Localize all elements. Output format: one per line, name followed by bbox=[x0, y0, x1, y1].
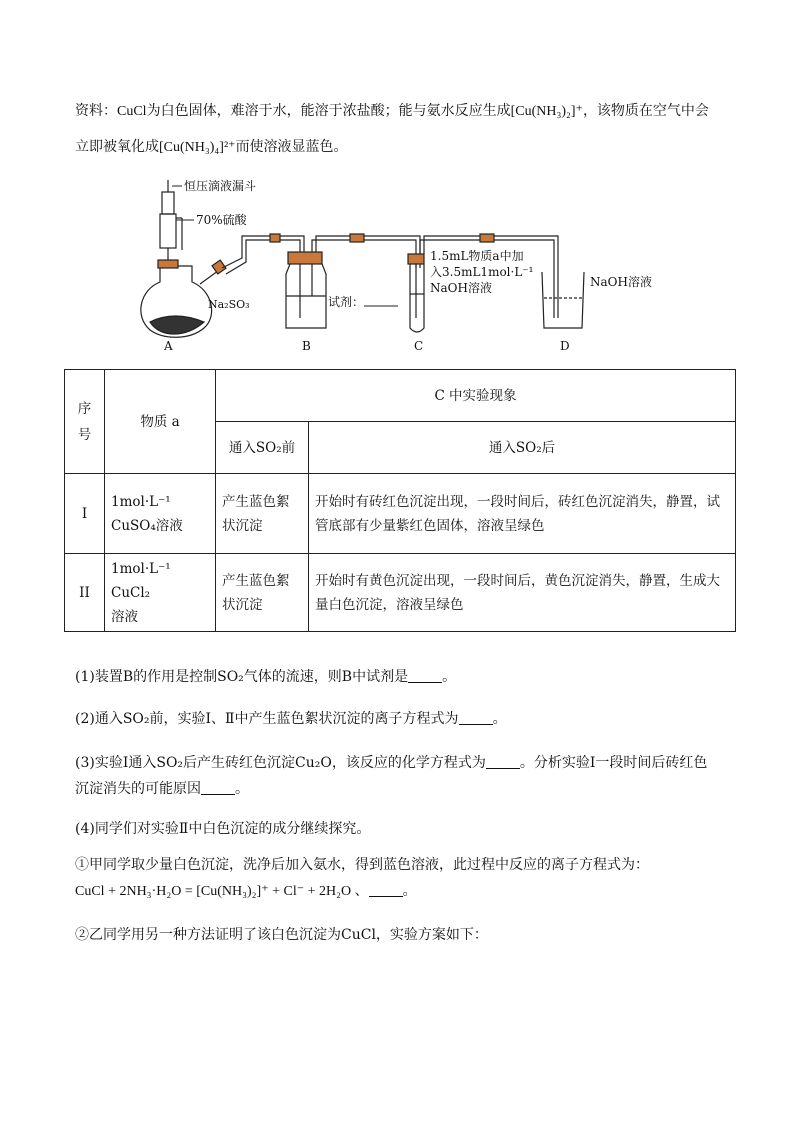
letter-c: C bbox=[414, 339, 424, 353]
bottle-b-stopper bbox=[288, 252, 322, 264]
row-seq: I bbox=[65, 474, 105, 554]
answer-blank[interactable] bbox=[369, 882, 403, 897]
label-funnel: 恒压滴液漏斗 bbox=[184, 179, 257, 193]
row-before: 产生蓝色絮状沉淀 bbox=[216, 474, 309, 554]
question-4: (4)同学们对实验Ⅱ中白色沉淀的成分继续探究。 bbox=[75, 821, 371, 837]
intro-paragraph: 资料：CuCl为白色固体，难溶于水，能溶于浓盐酸；能与氨水反应生成[Cu(NH₃)₂]⁺，该物质在空气中会 bbox=[75, 103, 709, 119]
label-acid: 70%硫酸 bbox=[196, 213, 247, 227]
label-sodium-sulfite: Na₂SO₃ bbox=[208, 298, 250, 311]
funnel-body bbox=[160, 214, 176, 248]
table-row bbox=[65, 554, 736, 632]
answer-blank[interactable] bbox=[408, 668, 442, 683]
intro-paragraph-line2: 立即被氧化成[Cu(NH₃)₄]²⁺而使溶液显蓝色。 bbox=[75, 139, 348, 155]
apparatus-diagram bbox=[120, 178, 652, 356]
sodium-sulfite-solid bbox=[150, 316, 204, 334]
label-c-line2: 入3.5mL1mol·L⁻¹ bbox=[430, 265, 534, 279]
header-c-phenomena: C 中实验现象 bbox=[216, 370, 736, 422]
letter-b: B bbox=[302, 339, 311, 353]
answer-blank[interactable] bbox=[201, 780, 235, 795]
label-reagent: 试剂： bbox=[328, 295, 365, 309]
tube-connector-bc bbox=[350, 234, 364, 242]
label-d: NaOH溶液 bbox=[590, 275, 652, 289]
header-seq: 序号 bbox=[65, 370, 105, 474]
tube-connector-cd bbox=[480, 234, 494, 242]
row-seq: II bbox=[65, 554, 105, 632]
experiment-table bbox=[64, 369, 736, 632]
question-2: (2)通入SO₂前，实验Ⅰ、Ⅱ中产生蓝色絮状沉淀的离子方程式为 。 bbox=[75, 711, 507, 727]
row-after: 开始时有黄色沉淀出现，一段时间后，黄色沉淀消失，静置，生成大量白色沉淀，溶液呈绿色 bbox=[309, 554, 736, 632]
row-substance: 1mol·L⁻¹ CuCl₂ 溶液 bbox=[105, 554, 216, 632]
letter-d: D bbox=[560, 339, 570, 353]
row-substance: 1mol·L⁻¹ CuSO₄溶液 bbox=[105, 474, 216, 554]
test-tube-c bbox=[410, 264, 424, 332]
tube-connector-ab bbox=[270, 234, 280, 242]
question-1: (1)装置B的作用是控制SO₂气体的流速，则B中试剂是 。 bbox=[75, 669, 457, 685]
flask-stopper bbox=[158, 260, 178, 268]
header-after-so2: 通入SO₂后 bbox=[309, 422, 736, 474]
funnel-body-top bbox=[162, 192, 174, 214]
label-c-line3: NaOH溶液 bbox=[430, 281, 492, 295]
answer-blank[interactable] bbox=[459, 710, 493, 725]
answer-blank[interactable] bbox=[486, 754, 520, 769]
question-4b: ②乙同学用另一种方法证明了该白色沉淀为CuCl，实验方案如下： bbox=[75, 927, 488, 943]
label-c-line1: 1.5mL物质a中加 bbox=[430, 249, 524, 263]
question-3: (3)实验Ⅰ通入SO₂后产生砖红色沉淀Cu₂O，该反应的化学方程式为 。分析实验Ⅰ一段时间后砖红色 沉淀消失的可能原因 。 bbox=[75, 755, 708, 797]
row-before: 产生蓝色絮状沉淀 bbox=[216, 554, 309, 632]
header-before-so2: 通入SO₂前 bbox=[216, 422, 309, 474]
tube-c-stopper bbox=[408, 254, 424, 264]
row-after: 开始时有砖红色沉淀出现，一段时间后，砖红色沉淀消失，静置，试管底部有少量紫红色固体，溶液呈绿色 bbox=[309, 474, 736, 554]
beaker-d bbox=[542, 272, 584, 328]
table-row bbox=[65, 474, 736, 554]
question-4a: ①甲同学取少量白色沉淀，洗净后加入氨水，得到蓝色溶液，此过程中反应的离子方程式为： CuCl + 2NH₃·H₂O = [Cu(NH₃)₂]⁺ + Cl⁻ + 2H₂O 、 。 bbox=[75, 857, 649, 899]
letter-a: A bbox=[164, 339, 173, 353]
header-substance-a: 物质 a bbox=[105, 370, 216, 474]
